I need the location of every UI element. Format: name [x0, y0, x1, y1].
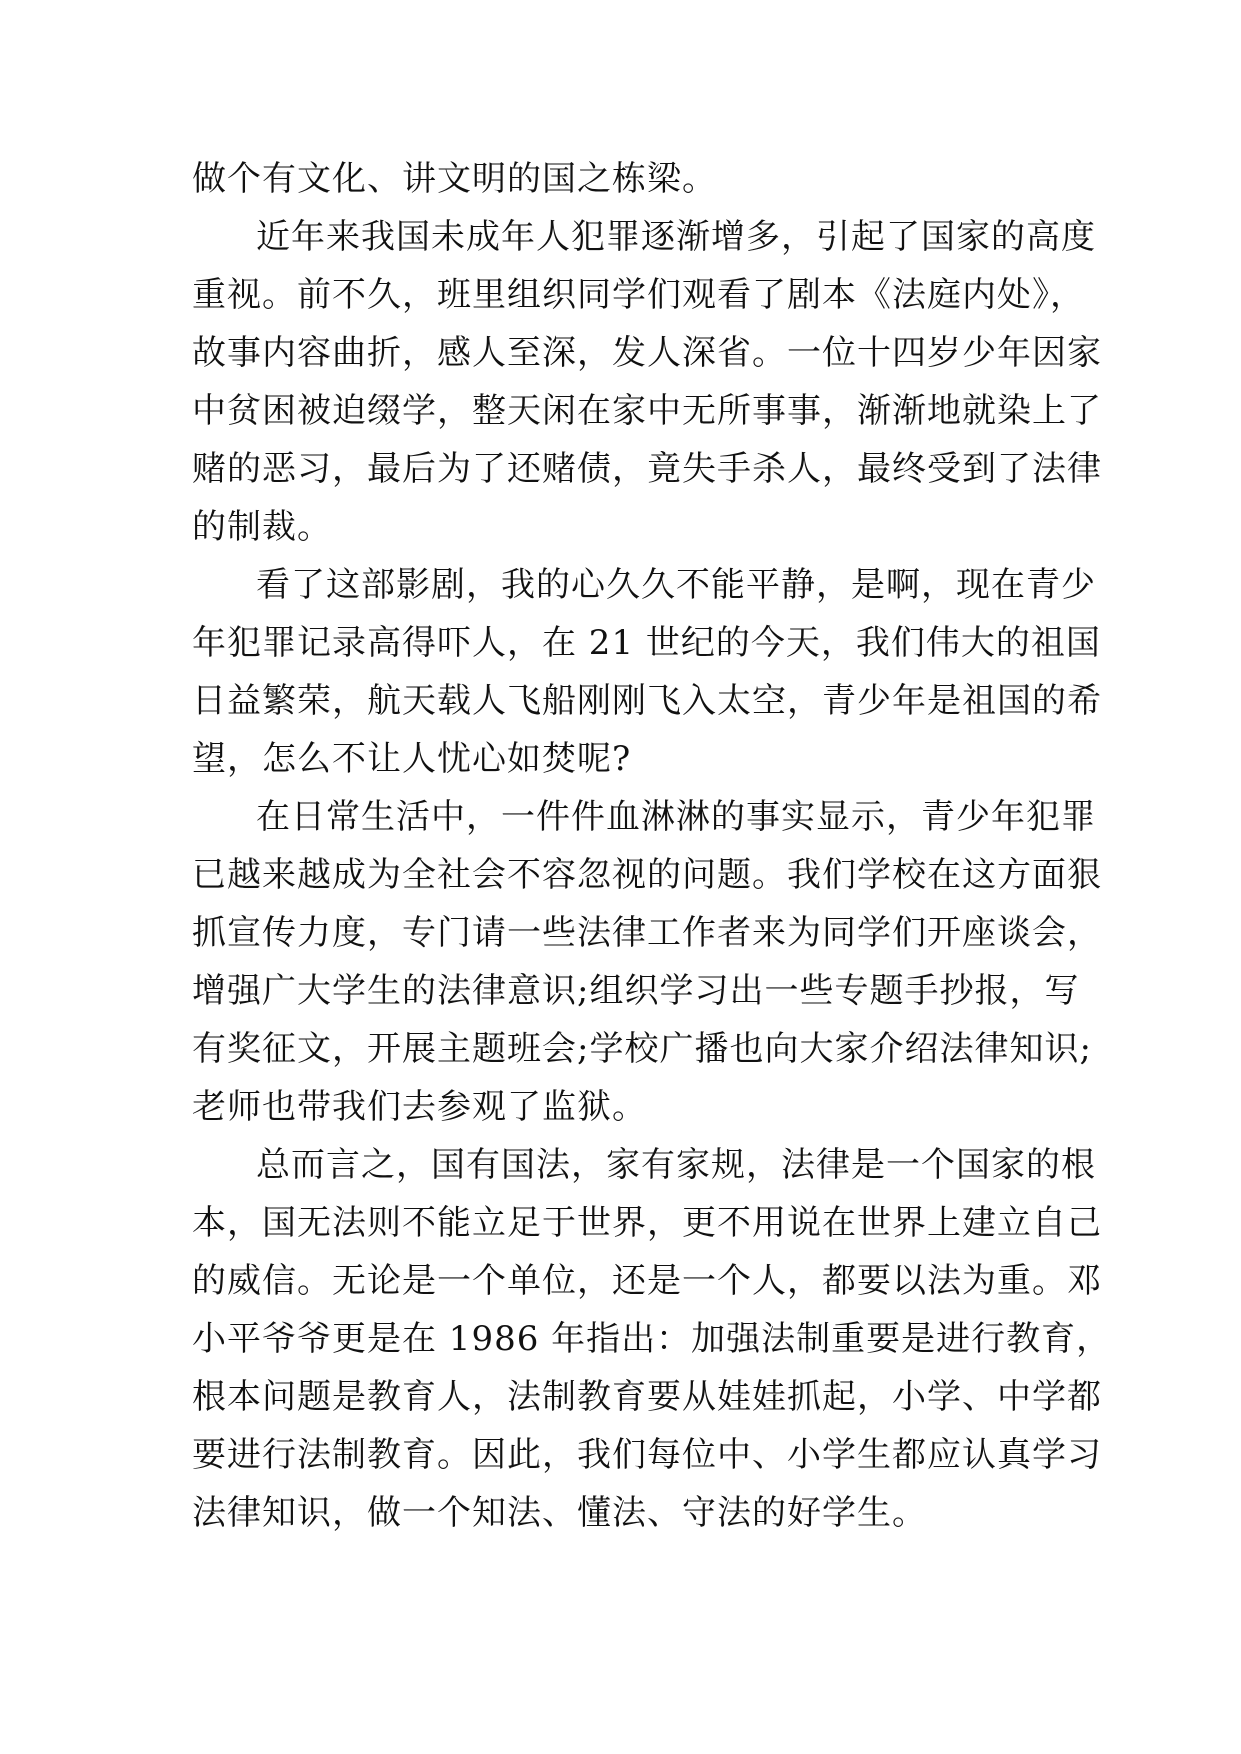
text-line: 日益繁荣，航天载人飞船刚刚飞入太空，青少年是祖国的希 [192, 681, 1102, 721]
text-line: 望，怎么不让人忧心如焚呢? [192, 739, 632, 779]
text-line: 已越来越成为全社会不容忽视的问题。我们学校在这方面狠 [192, 855, 1102, 895]
paragraph-3 [192, 556, 1102, 788]
text-line: 法律知识，做一个知法、懂法、守法的好学生。 [192, 1493, 927, 1533]
document-body [192, 150, 1112, 1542]
paragraph-4 [192, 788, 1102, 1136]
text-line: 老师也带我们去参观了监狱。 [192, 1087, 647, 1127]
text-line: 抓宣传力度，专门请一些法律工作者来为同学们开座谈会， [192, 913, 1102, 953]
text-line: 中贫困被迫缀学，整天闲在家中无所事事，渐渐地就染上了 [192, 391, 1102, 431]
text-line: 重视。前不久，班里组织同学们观看了剧本《法庭内处》， [192, 275, 1085, 315]
text-line: 本，国无法则不能立足于世界，更不用说在世界上建立自己 [192, 1203, 1102, 1243]
text-line: 根本问题是教育人，法制教育要从娃娃抓起，小学、中学都 [192, 1377, 1102, 1417]
text-line: 做个有文化、讲文明的国之栋梁。 [192, 159, 717, 199]
paragraph-5 [192, 1136, 1112, 1542]
text-line: 有奖征文，开展主题班会;学校广播也向大家介绍法律知识; [192, 1029, 1092, 1069]
text-line: 故事内容曲折，感人至深，发人深省。一位十四岁少年因家 [192, 333, 1102, 373]
text-line: 增强广大学生的法律意识;组织学习出一些专题手抄报，写 [192, 971, 1080, 1011]
text-line: 的威信。无论是一个单位，还是一个人，都要以法为重。邓 [192, 1261, 1102, 1301]
paragraph-2 [192, 208, 1102, 556]
text-line: 年犯罪记录高得吓人，在 21 世纪的今天，我们伟大的祖国 [192, 623, 1101, 663]
text-line: 在日常生活中，一件件血淋淋的事实显示，青少年犯罪 [256, 797, 1096, 837]
text-line: 的制裁。 [192, 507, 332, 547]
text-line: 赌的恶习，最后为了还赌债，竟失手杀人，最终受到了法律 [192, 449, 1102, 489]
text-line: 看了这部影剧，我的心久久不能平静，是啊，现在青少 [256, 565, 1096, 605]
text-line: 小平爷爷更是在 1986 年指出：加强法制重要是进行教育， [192, 1319, 1112, 1359]
paragraph-1 [192, 150, 1052, 208]
text-line: 总而言之，国有国法，家有家规，法律是一个国家的根 [256, 1145, 1096, 1185]
text-line: 要进行法制教育。因此，我们每位中、小学生都应认真学习 [192, 1435, 1102, 1475]
text-line: 近年来我国未成年人犯罪逐渐增多，引起了国家的高度 [256, 217, 1096, 257]
